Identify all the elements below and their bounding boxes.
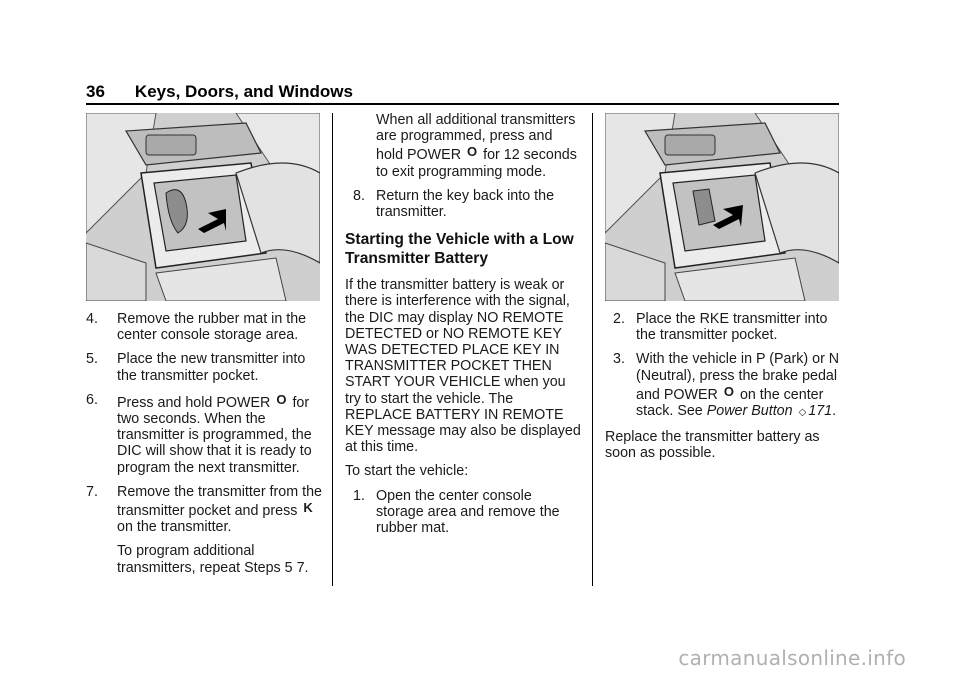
- step-2: [605, 311, 841, 343]
- intro-text: To start the vehicle:: [345, 463, 469, 480]
- step-text: Place the new transmitter into the transmitter pocket.: [117, 351, 306, 384]
- step-text-before: With the vehicle in P (Park) or N (Neutral), press the brake pedal and POWER: [636, 351, 840, 403]
- step-text-after: on the center stack. See: [636, 386, 824, 420]
- column-1: [86, 311, 324, 584]
- step-3: [605, 351, 841, 421]
- console-illustration-1: [86, 113, 320, 301]
- step-1: [345, 488, 583, 537]
- column-divider-2: [592, 113, 593, 586]
- column-2: [345, 112, 583, 544]
- section-heading: Starting the Vehicle with a Low Transmitter Battery: [345, 231, 574, 268]
- step-number: 8.: [353, 187, 365, 204]
- step-number: 5.: [86, 351, 98, 368]
- header-rule: [86, 103, 839, 105]
- step-text-after: for two seconds. When the transmitter is programmed, the DIC will show that it is ready to program the next transmitter.: [117, 394, 312, 476]
- page-header: [86, 82, 838, 102]
- step-number: 7.: [86, 483, 98, 500]
- step-7: [86, 484, 324, 536]
- step-text: Place the RKE transmitter into the transmitter pocket.: [636, 311, 828, 344]
- step-text-after: on the transmitter.: [117, 519, 232, 536]
- step-text-before: Press and hold POWER: [117, 394, 271, 411]
- step-6: [86, 392, 324, 476]
- page-number: 36: [86, 82, 105, 101]
- power-button-link[interactable]: Power Button: [706, 403, 793, 420]
- column-3: [605, 311, 841, 470]
- sentence-end: .: [832, 403, 837, 420]
- step-number: 2.: [613, 311, 625, 327]
- step-number: 1.: [353, 487, 365, 504]
- step-4: [86, 311, 324, 343]
- step-text: Open the center console storage area and remove the rubber mat.: [376, 487, 560, 537]
- power-button-icon: O: [723, 383, 734, 399]
- power-button-icon: O: [276, 391, 287, 407]
- body-paragraph: If the transmitter battery is weak or there is interference with the signal, the DIC may display NO REMOTE DETECTED or NO REMOTE KEY WAS DETECTED PLACE KEY IN TRANSMITTER POCKET THEN START YOUR VEHICLE when you try to start the vehicle. The REPLACE BATTERY IN REMOTE KEY message may also be displayed at this time.: [345, 277, 581, 456]
- power-button-icon: O: [467, 144, 478, 160]
- step-8: [345, 188, 583, 220]
- page-reference[interactable]: 171: [808, 403, 833, 420]
- step-number: 3.: [613, 351, 625, 368]
- step-number: 6.: [86, 391, 98, 408]
- page-reference-arrow-icon: ◇: [798, 407, 807, 419]
- continuation-text-after: for 12 seconds to exit programming mode.: [376, 147, 577, 180]
- column-divider-1: [332, 113, 333, 586]
- continuation-text-before: When all additional transmitters are programmed, press and hold POWER: [376, 112, 576, 164]
- console-illustration-2: [605, 113, 839, 301]
- step-5: [86, 351, 324, 383]
- step-number: 4.: [86, 311, 98, 327]
- section-title: Keys, Doors, and Windows: [134, 82, 353, 101]
- step-text: Return the key back into the transmitter.: [376, 187, 555, 221]
- closing-paragraph: Replace the transmitter battery as soon as possible.: [605, 429, 820, 462]
- step-text-before: Remove the transmitter from the transmitter pocket and press: [117, 483, 322, 520]
- remote-start-key-icon: K: [303, 500, 313, 516]
- step-text: Remove the rubber mat in the center console storage area.: [117, 311, 307, 344]
- programming-note: To program additional transmitters, repeat Steps 5 7.: [117, 543, 309, 576]
- watermark: carmanualsonline.info: [678, 646, 906, 670]
